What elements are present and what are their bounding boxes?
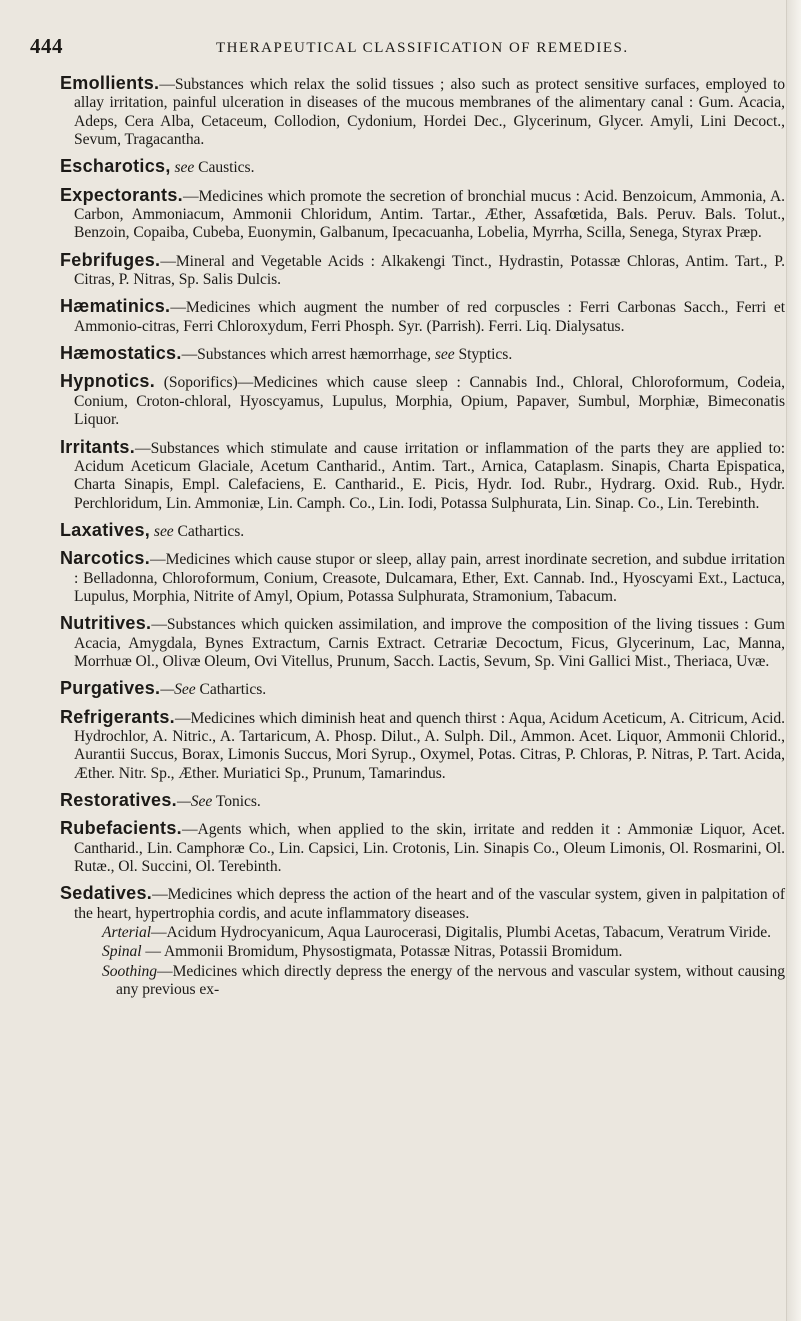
entry-restoratives	[60, 791, 785, 811]
running-head: THERAPEUTICAL CLASSIFICATION OF REMEDIES.	[216, 40, 629, 56]
see-reference: see	[153, 522, 174, 540]
entry-nutritives	[60, 614, 785, 671]
entry-term: Purgatives.	[60, 678, 161, 699]
entry-text: —Substances which arrest hæmorrhage,	[181, 346, 435, 364]
entry-term: Nutritives.	[60, 613, 152, 634]
entry-expectorants	[60, 186, 785, 243]
entry-text: —Substances which quicken assimilation, and improve the composition of the living tissues : Gum Acacia, Amygdala, Bynes Extractum, Carnis Extract. Cetrariæ Decoctum, Ficus, Glycerinum, Lac, Manna, Morrhuæ Ol., Olivæ Oleum, Ovi Vitellus, Prunum, Sacch. Lactis, Sevum, Sp. Vini Gallici Mist., Theriaca, Uvæ.	[74, 616, 785, 670]
entry-text: —Medicines which diminish heat and quench thirst : Aqua, Acidum Aceticum, A. Citricum, Acid. Hydrochlor, A. Nitric., A. Tartaricum, A. Phosp. Dilut., A. Sulph. Dil., Ammon. Acet. Liquor, Ammonii Chlorid., Aurantii Succus, Borax, Limonis Succus, Mori Syrup., Oxymel, Potas. Citras, P. Chloras, P. Nitras, P. Tart. Acida, Æther. Nitr. Sp., Æther. Muriatici Sp., Prunum, Tamarindus.	[74, 709, 785, 782]
sub-entry-text: —Medicines which directly depress the energy of the nervous and vascular system, without causing any previous ex-	[116, 962, 785, 999]
see-reference: —See	[176, 793, 213, 810]
sub-entry-label: Arterial	[102, 924, 151, 942]
entry-rubefacients	[60, 819, 785, 876]
entry-text: —Mineral and Vegetable Acids : Alkakengi Tinct., Hydrastin, Potassæ Chloras, Antim. Tart., P. Citras, P. Nitras, Sp. Salis Dulcis.	[74, 252, 785, 289]
entry-haematinics	[60, 297, 785, 336]
entry-term: Hypnotics.	[60, 371, 156, 392]
page-number: 444	[30, 34, 63, 58]
entry-term: Sedatives.	[60, 883, 153, 904]
entry-text: Cathartics.	[195, 681, 267, 699]
sub-entry-text: —Acidum Hydrocyanicum, Aqua Laurocerasi, Digitalis, Plumbi Acetas, Tabacum, Veratrum Viride.	[150, 924, 771, 942]
entry-hypnotics	[60, 372, 785, 429]
sub-entry-spinal	[60, 943, 785, 961]
entry-tail: Styptics.	[454, 346, 513, 364]
entry-text: Caustics.	[194, 159, 255, 177]
see-reference: see	[174, 159, 195, 177]
entry-text: —Medicines which depress the action of the heart and of the vascular system, given in palpitation of the heart, hypertrophia cordis, and acute inflammatory diseases.	[74, 886, 785, 922]
entry-text: —Medicines which cause stupor or sleep, allay pain, arrest inordinate secretion, and subdue irritation : Belladonna, Chloroformum, Conium, Creasote, Dulcamara, Ether, Ext. Cannab. Ind., Hyoscyami Ext., Lactuca, Lupulus, Morphia, Nitrite of Amyl, Opium, Potassa Sulphurata, Stramonium, Tabacum.	[74, 551, 785, 605]
entry-laxatives	[60, 521, 785, 541]
entry-escharotics	[60, 157, 785, 177]
entry-text: —Medicines which promote the secretion of bronchial mucus : Acid. Benzoicum, Ammonia, A. Carbon, Ammoniacum, Ammonii Chloridum, Antim. Tartar., Æther, Assafœtida, Bals. Peruv. Bals. Tolut., Benzoin, Copaiba, Cubeba, Euonymin, Galbanum, Ipecacuanha, Lobelia, Myrrha, Scilla, Senega, Styrax Præp.	[74, 187, 785, 242]
entry-term: Hæmatinics.	[60, 296, 171, 317]
entry-term: Expectorants.	[60, 184, 183, 205]
entry-term: Hæmostatics.	[60, 343, 182, 364]
sub-entry-arterial	[60, 924, 785, 942]
entry-text: Cathartics.	[173, 522, 245, 540]
entry-term: Refrigerants.	[60, 706, 175, 727]
entry-text: —Agents which, when applied to the skin, irritate and redden it : Ammoniæ Liquor, Acet. Cantharid., Lin. Camphoræ Co., Lin. Capsici, Lin. Crotonis, Lin. Sinapis Co., Oleum Limonis, Ol. Rosmarini, Ol. Rutæ., Ol. Succini, Ol. Terebinth.	[74, 821, 785, 876]
entry-text: —Substances which relax the solid tissues ; also such as protect sensitive surfaces, employed to allay irritation, painful ulceration in diseases of the mucous membranes of the alimentary canal : Gum. Acacia, Adeps, Cera Alba, Cetaceum, Collodion, Cydonium, Hordei Dec., Glycerinum, Glycer. Amyli, Lini Decoct., Sevum, Tragacantha.	[74, 76, 785, 149]
sub-entry-label: Soothing	[102, 962, 158, 980]
entry-text: Tonics.	[212, 793, 261, 810]
entry-text: —Substances which stimulate and cause irritation or inflammation of the parts they are applied to: Acidum Aceticum Glaciale, Acetum Cantharid., Antim. Tart., Arnica, Cataplasm. Sinapis, Charta Epispatica, Charta Sinapis, Empl. Calefaciens, E. Cantharid., E. Picis, Hydr. Iod. Rubr., Hydrarg. Oxid. Rub., Hydr. Perchloridum, Lin. Ammoniæ, Lin. Camph. Co., Lin. Iodi, Potassa Sulphurata, Lin. Sinap. Co., Lin. Terebinth.	[74, 439, 785, 512]
entry-irritants	[60, 438, 785, 513]
entry-narcotics	[60, 549, 785, 606]
entry-term: Laxatives,	[60, 519, 151, 540]
entry-term: Narcotics.	[60, 548, 151, 569]
entry-refrigerants	[60, 708, 785, 783]
entry-emollients	[60, 74, 785, 149]
see-reference: —See	[160, 681, 196, 699]
entry-febrifuges	[60, 251, 785, 290]
sub-entry-text: — Ammonii Bromidum, Physostigmata, Potassæ Nitras, Potassii Bromidum.	[141, 943, 623, 961]
entry-term: Restoratives.	[60, 790, 177, 810]
sub-entry-soothing	[60, 963, 785, 1000]
entry-term: Escharotics,	[60, 156, 171, 177]
entry-term: Emollients.	[60, 73, 160, 93]
page-header	[30, 34, 770, 64]
entry-term: Rubefacients.	[60, 818, 182, 839]
see-reference: see	[434, 346, 455, 364]
sub-entry-label: Spinal	[102, 943, 142, 961]
entry-term: Febrifuges.	[60, 249, 161, 270]
entry-text: —Medicines which augment the number of red corpuscles : Ferri Carbonas Sacch., Ferri et Ammonio-citras, Ferri Chloroxydum, Ferri Phosph. Syr. (Parrish). Ferri. Liq. Dialysatus.	[74, 299, 785, 335]
entry-purgatives	[60, 679, 785, 699]
page-content	[60, 74, 785, 1000]
entry-haemostatics	[60, 344, 785, 364]
page-edge	[786, 0, 801, 1321]
entry-text: (Soporifics)—Medicines which cause sleep : Cannabis Ind., Chloral, Chloroformum, Codeia, Conium, Croton-chloral, Hyoscyamus, Lupulus, Morphia, Opium, Papaver, Sumbul, Morphiæ, Bimeconatis Liquor.	[74, 374, 785, 429]
entry-term: Irritants.	[60, 436, 136, 457]
entry-sedatives	[60, 884, 785, 923]
